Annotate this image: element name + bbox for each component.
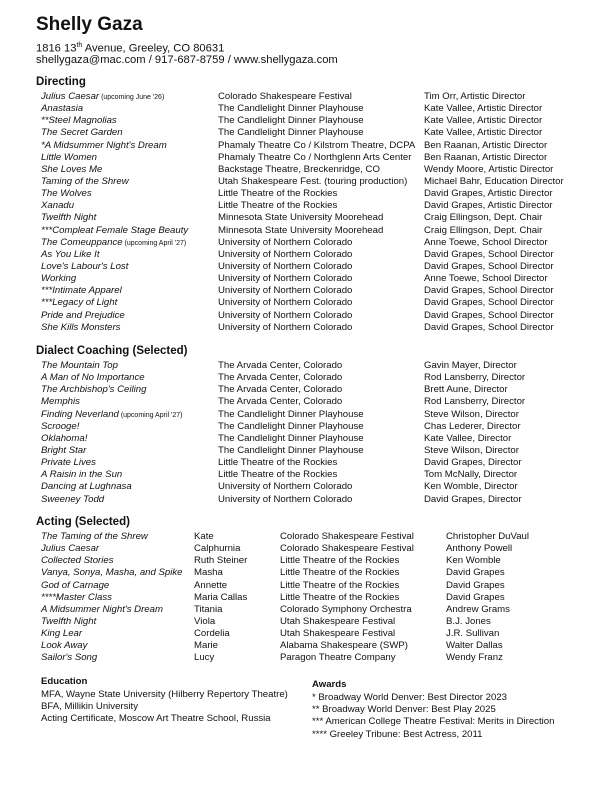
credit-row <box>0 396 612 408</box>
contact-cell: Kate Vallee, Artistic Director <box>424 103 543 115</box>
show-cell <box>41 188 92 200</box>
credit-row <box>0 360 612 372</box>
role-cell: Maria Callas <box>194 591 248 603</box>
show-title: Twelfth Night <box>41 615 97 627</box>
credit-row <box>0 212 612 224</box>
acting-list <box>0 531 612 665</box>
show-title: Scrooge! <box>41 420 80 432</box>
credit-row <box>0 433 612 445</box>
contact-cell: Craig Ellingson, Dept. Chair <box>424 224 543 236</box>
acting-row <box>0 628 612 640</box>
director-cell: Ken Womble <box>446 555 501 567</box>
acting-row <box>0 640 612 652</box>
show-cell <box>41 384 146 396</box>
address-rest: Avenue, Greeley, CO 80631 <box>82 42 225 55</box>
venue-cell: Little Theatre of the Rockies <box>280 567 400 579</box>
education-item: Acting Certificate, Moscow Art Theatre School, Russia <box>41 713 271 725</box>
awards-list <box>312 692 554 741</box>
education-heading: Education <box>41 676 88 687</box>
contact-cell: David Grapes, Artistic Director <box>424 188 553 200</box>
acting-row <box>0 652 612 664</box>
contact-cell: David Grapes, Director <box>424 457 522 469</box>
show-title: King Lear <box>41 628 83 640</box>
show-cell <box>41 140 167 152</box>
acting-heading: Acting (Selected) <box>36 516 130 528</box>
show-title: She Kills Monsters <box>41 321 121 333</box>
show-title: Julius Caesar <box>41 543 100 555</box>
venue-cell: Phamaly Theatre Co / Kilstrom Theatre, DCPA <box>218 139 416 151</box>
show-title: Bright Star <box>41 444 87 456</box>
venue-cell: University of Northern Colorado <box>218 260 353 272</box>
education-item: BFA, Millikin University <box>41 701 139 713</box>
role-cell: Titania <box>194 603 223 615</box>
credit-row <box>0 176 612 188</box>
contact-cell: Anne Toewe, School Director <box>424 273 548 285</box>
show-title: Little Women <box>41 151 97 163</box>
show-cell <box>41 494 104 506</box>
show-cell <box>41 322 120 334</box>
venue-cell: Utah Shakespeare Festival <box>280 628 396 640</box>
contact-cell: Craig Ellingson, Dept. Chair <box>424 212 543 224</box>
contact-cell: Ken Womble, Director <box>424 481 518 493</box>
show-cell <box>41 261 128 273</box>
show-title: Oklahoma! <box>41 432 88 444</box>
show-cell <box>41 360 118 372</box>
acting-row <box>0 592 612 604</box>
credit-row <box>0 273 612 285</box>
show-title: A Man of No Importance <box>41 372 145 384</box>
venue-cell: The Candlelight Dinner Playhouse <box>218 444 364 456</box>
venue-cell: Little Theatre of the Rockies <box>218 469 338 481</box>
venue-cell: Phamaly Theatre Co / Northglenn Arts Center <box>218 151 412 163</box>
show-cell <box>41 249 100 261</box>
show-cell <box>41 152 97 164</box>
show-title: Pride and Prejudice <box>41 309 125 321</box>
credit-row <box>0 164 612 176</box>
venue-cell: Colorado Shakespeare Festival <box>218 91 352 102</box>
show-title: Working <box>41 273 77 285</box>
show-title: ***Legacy of Light <box>41 297 118 309</box>
contact-cell: Kate Vallee, Artistic Director <box>424 115 543 127</box>
show-cell <box>41 103 83 115</box>
venue-cell: The Candlelight Dinner Playhouse <box>218 420 364 432</box>
credit-row <box>0 494 612 506</box>
contact-cell: Rod Lansberry, Director <box>424 396 526 408</box>
contact-cell: Steve Wilson, Director <box>424 444 519 456</box>
directing-list <box>0 91 612 334</box>
venue-cell: Utah Shakespeare Festival <box>280 615 396 627</box>
contact-cell: Anne Toewe, School Director <box>424 236 548 248</box>
show-title: The Archbishop's Ceiling <box>41 384 147 396</box>
dialect-heading: Dialect Coaching (Selected) <box>36 345 188 357</box>
venue-cell: The Arvada Center, Colorado <box>218 384 343 396</box>
contact-cell: David Grapes, School Director <box>424 248 554 260</box>
award-item: **** Greeley Tribune: Best Actress, 2011 <box>312 728 483 740</box>
credit-row <box>0 140 612 152</box>
venue-cell: The Candlelight Dinner Playhouse <box>218 127 364 139</box>
venue-cell: Little Theatre of the Rockies <box>218 457 338 469</box>
show-cell <box>41 481 132 493</box>
show-title: A Midsummer Night's Dream <box>41 603 163 615</box>
venue-cell: University of Northern Colorado <box>218 285 353 297</box>
credit-row <box>0 457 612 469</box>
credit-row <box>0 115 612 127</box>
show-cell <box>41 457 96 469</box>
show-title: Taming of the Shrew <box>41 175 129 187</box>
show-title: Dancing at Lughnasa <box>41 481 132 493</box>
awards-heading: Awards <box>312 679 347 690</box>
show-title: Private Lives <box>41 457 96 469</box>
venue-cell: Colorado Shakespeare Festival <box>280 531 414 542</box>
role-cell: Viola <box>194 615 216 627</box>
show-cell <box>41 310 125 322</box>
director-cell: Andrew Grams <box>446 603 510 615</box>
venue-cell: University of Northern Colorado <box>218 248 353 260</box>
show-title: ***Intimate Apparel <box>41 285 122 297</box>
show-title: The Comeuppance <box>41 236 123 248</box>
contact-cell: David Grapes, Artistic Director <box>424 200 553 212</box>
credit-row <box>0 285 612 297</box>
venue-cell: The Candlelight Dinner Playhouse <box>218 103 364 115</box>
acting-row <box>0 531 612 543</box>
show-cell <box>41 285 122 297</box>
role-cell: Calphurnia <box>194 543 241 555</box>
credit-row <box>0 237 612 249</box>
award-item: ** Broadway World Denver: Best Play 2025 <box>312 704 496 716</box>
show-title: *A Midsummer Night's Dream <box>41 139 167 151</box>
acting-row <box>0 580 612 592</box>
contact-cell: David Grapes, School Director <box>424 297 554 309</box>
credit-row <box>0 152 612 164</box>
credit-row <box>0 200 612 212</box>
director-cell: Christopher DuVaul <box>446 531 530 542</box>
venue-cell: Backstage Theatre, Breckenridge, CO <box>218 163 380 175</box>
contact-cell: Kate Vallee, Director <box>424 432 512 444</box>
role-cell: Lucy <box>194 652 215 664</box>
show-cell <box>41 225 188 237</box>
role-cell: Marie <box>194 640 218 652</box>
role-cell: Annette <box>194 579 228 591</box>
show-cell <box>41 115 117 127</box>
show-cell <box>41 297 117 309</box>
acting-row <box>0 616 612 628</box>
venue-cell: The Arvada Center, Colorado <box>218 372 343 384</box>
role-cell: Masha <box>194 567 223 579</box>
venue-cell: Little Theatre of the Rockies <box>218 188 338 200</box>
venue-cell: Minnesota State University Moorehead <box>218 212 384 224</box>
venue-cell: Colorado Symphony Orchestra <box>280 603 412 615</box>
show-title: Look Away <box>41 640 88 652</box>
show-title: **Steel Magnolias <box>41 115 117 127</box>
credit-row <box>0 322 612 334</box>
credit-row <box>0 384 612 396</box>
show-cell <box>41 127 123 139</box>
show-cell <box>41 372 145 384</box>
dialect-list <box>0 360 612 506</box>
show-cell <box>41 212 96 224</box>
contact-cell: Tom McNally, Director <box>424 469 518 481</box>
contact-cell: Tim Orr, Artistic Director <box>424 91 526 102</box>
show-title: Sailor's Song <box>41 652 98 664</box>
show-title: Sweeney Todd <box>41 493 105 505</box>
contact-cell: Steve Wilson, Director <box>424 408 519 420</box>
contact-cell: Kate Vallee, Artistic Director <box>424 127 543 139</box>
show-title: The Mountain Top <box>41 360 118 371</box>
directing-heading: Directing <box>36 76 86 88</box>
director-cell: David Grapes <box>446 567 505 579</box>
venue-cell: Little Theatre of the Rockies <box>280 579 400 591</box>
credit-row <box>0 127 612 139</box>
show-title: Twelfth Night <box>41 212 97 224</box>
contact-line: shellygaza@mac.com / 917-687-8759 / www.shellygaza.com <box>36 54 338 66</box>
venue-cell: Alabama Shakespeare (SWP) <box>280 640 408 652</box>
credit-row <box>0 409 612 421</box>
credit-row <box>0 445 612 457</box>
venue-cell: The Arvada Center, Colorado <box>218 396 343 408</box>
role-cell: Kate <box>194 531 214 542</box>
director-cell: David Grapes <box>446 579 505 591</box>
contact-cell: Michael Bahr, Education Director <box>424 175 564 187</box>
director-cell: David Grapes <box>446 591 505 603</box>
show-title: Julius Caesar <box>41 91 100 102</box>
contact-cell: Wendy Moore, Artistic Director <box>424 163 554 175</box>
credit-row <box>0 103 612 115</box>
show-cell <box>41 445 86 457</box>
venue-cell: The Candlelight Dinner Playhouse <box>218 432 364 444</box>
contact-cell: Gavin Mayer, Director <box>424 360 517 371</box>
credit-row <box>0 421 612 433</box>
show-title: ***Compleat Female Stage Beauty <box>41 224 189 236</box>
role-cell: Ruth Steiner <box>194 555 248 567</box>
venue-cell: University of Northern Colorado <box>218 481 353 493</box>
venue-cell: University of Northern Colorado <box>218 297 353 309</box>
show-title: Xanadu <box>41 200 75 212</box>
show-title: Anastasia <box>41 103 84 115</box>
venue-cell: University of Northern Colorado <box>218 309 353 321</box>
award-item: * Broadway World Denver: Best Director 2023 <box>312 692 507 703</box>
contact-cell: David Grapes, School Director <box>424 285 554 297</box>
venue-cell: Little Theatre of the Rockies <box>280 555 400 567</box>
contact-cell: Brett Aune, Director <box>424 384 508 396</box>
credit-row <box>0 372 612 384</box>
credit-row <box>0 261 612 273</box>
show-cell <box>41 421 79 433</box>
credit-row <box>0 297 612 309</box>
show-note: (upcoming April '27) <box>122 239 187 247</box>
contact-cell: Rod Lansberry, Director <box>424 372 526 384</box>
contact-cell: David Grapes, School Director <box>424 321 554 333</box>
contact-cell: David Grapes, School Director <box>424 309 554 321</box>
show-cell <box>41 200 74 212</box>
venue-cell: The Candlelight Dinner Playhouse <box>218 408 364 420</box>
venue-cell: The Candlelight Dinner Playhouse <box>218 115 364 127</box>
show-title: ****Master Class <box>41 591 112 603</box>
contact-cell: Ben Raanan, Artistic Director <box>424 139 548 151</box>
acting-row <box>0 567 612 579</box>
director-cell: Wendy Franz <box>446 652 503 664</box>
venue-cell: University of Northern Colorado <box>218 236 353 248</box>
contact-cell: Chas Lederer, Director <box>424 420 521 432</box>
resume-name: Shelly Gaza <box>36 14 143 35</box>
role-cell: Cordelia <box>194 628 230 640</box>
address-suffix: th <box>76 42 83 49</box>
venue-cell: Paragon Theatre Company <box>280 652 396 664</box>
director-cell: B.J. Jones <box>446 615 491 627</box>
show-cell <box>41 433 87 445</box>
director-cell: J.R. Sullivan <box>446 628 500 640</box>
credit-row <box>0 225 612 237</box>
credit-row <box>0 481 612 493</box>
venue-cell: University of Northern Colorado <box>218 493 353 505</box>
credit-row <box>0 469 612 481</box>
credit-row <box>0 91 612 103</box>
director-cell: Anthony Powell <box>446 543 513 555</box>
show-title: The Taming of the Shrew <box>41 531 148 542</box>
show-cell <box>41 176 129 188</box>
show-title: The Wolves <box>41 188 92 200</box>
venue-cell: University of Northern Colorado <box>218 273 353 285</box>
education-item: MFA, Wayne State University (Hilberry Repertory Theatre) <box>41 689 288 700</box>
show-title: Finding Neverland <box>41 408 119 420</box>
venue-cell: Little Theatre of the Rockies <box>280 591 400 603</box>
contact-cell: David Grapes, Director <box>424 493 522 505</box>
acting-row <box>0 604 612 616</box>
venue-cell: Utah Shakespeare Fest. (touring production) <box>218 175 408 187</box>
show-note: (upcoming June '26) <box>99 94 165 101</box>
venue-cell: The Arvada Center, Colorado <box>218 360 343 371</box>
acting-row <box>0 555 612 567</box>
show-title: God of Carnage <box>41 579 110 591</box>
acting-row <box>0 543 612 555</box>
address-number: 1816 13 <box>36 42 77 55</box>
venue-cell: Little Theatre of the Rockies <box>218 200 338 212</box>
show-cell <box>41 164 102 176</box>
credit-row <box>0 310 612 322</box>
show-note: (upcoming April '27) <box>118 411 183 419</box>
education-list <box>41 689 288 726</box>
venue-cell: University of Northern Colorado <box>218 321 353 333</box>
venue-cell: Colorado Shakespeare Festival <box>280 543 414 555</box>
show-cell <box>41 396 80 408</box>
award-item: *** American College Theatre Festival: Merits in Direction <box>312 716 555 728</box>
contact-cell: Ben Raanan, Artistic Director <box>424 151 548 163</box>
show-cell <box>41 469 122 481</box>
show-title: Vanya, Sonya, Masha, and Spike <box>41 567 183 579</box>
show-title: Love's Labour's Lost <box>41 260 129 272</box>
show-title: Memphis <box>41 396 80 408</box>
director-cell: Walter Dallas <box>446 640 503 652</box>
credit-row <box>0 249 612 261</box>
credit-row <box>0 188 612 200</box>
venue-cell: Minnesota State University Moorehead <box>218 224 384 236</box>
show-cell <box>41 273 76 285</box>
contact-cell: David Grapes, School Director <box>424 260 554 272</box>
show-title: The Secret Garden <box>41 127 123 139</box>
show-title: A Raisin in the Sun <box>41 469 123 481</box>
show-title: Collected Stories <box>41 555 114 567</box>
show-title: She Loves Me <box>41 163 103 175</box>
show-title: As You Like It <box>41 248 100 260</box>
